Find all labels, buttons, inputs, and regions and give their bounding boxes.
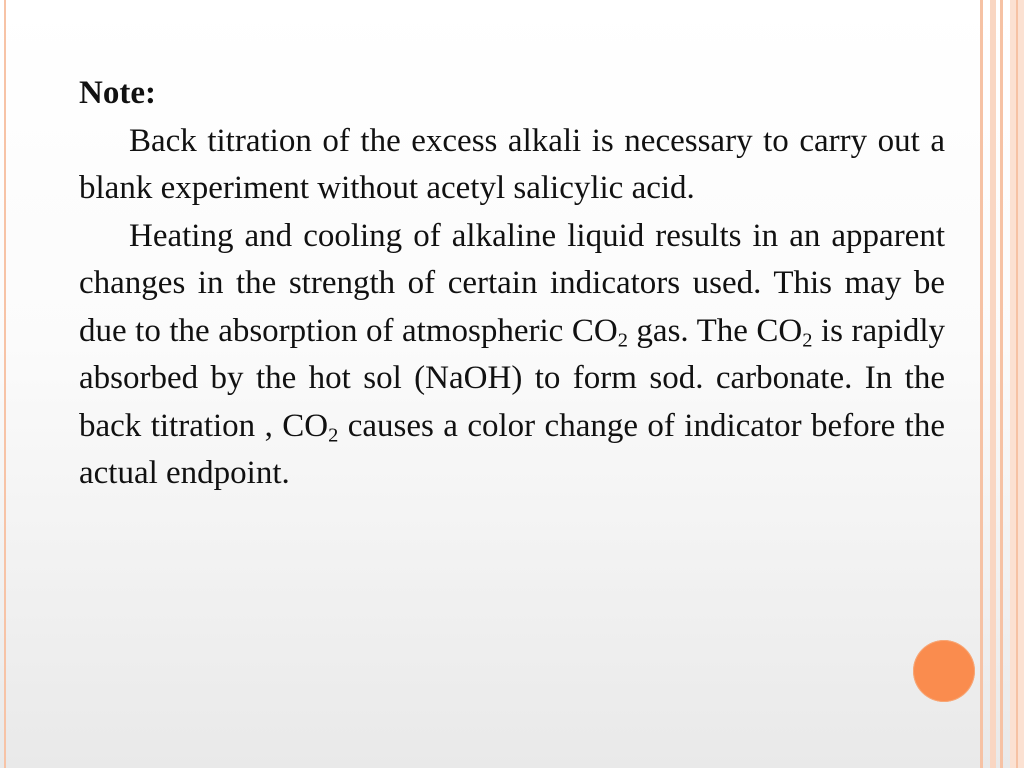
text-run: is rapidly absorbed by the hot sol (NaOH) to form sod. carbonate. In the back titration , CO bbox=[79, 312, 946, 444]
right-decor-stripe bbox=[990, 0, 996, 768]
slide-body bbox=[79, 70, 945, 498]
right-decor-stripe bbox=[1000, 0, 1003, 768]
text-run: causes a color change of indicator before the actual endpoint. bbox=[79, 407, 945, 491]
text-run: Heating and cooling of alkaline liquid results in an apparent changes in the strength of certain indicators used. This may be due to the absorption of atmospheric CO bbox=[79, 217, 945, 349]
note-heading: Note: bbox=[79, 75, 156, 111]
note-paragraph-1: Back titration of the excess alkali is necessary to carry out a blank experiment without acetyl salicylic acid. bbox=[79, 122, 945, 206]
subscript: 2 bbox=[617, 329, 628, 352]
subscript: 2 bbox=[802, 329, 813, 352]
note-paragraph-2 bbox=[79, 213, 945, 498]
right-decor-stripe bbox=[1016, 0, 1018, 768]
text-run: gas. The CO bbox=[627, 312, 803, 349]
subscript: 2 bbox=[328, 424, 339, 447]
left-decor-stripe bbox=[4, 0, 6, 768]
right-decor-stripe bbox=[980, 0, 983, 768]
decorative-circle bbox=[913, 640, 975, 702]
